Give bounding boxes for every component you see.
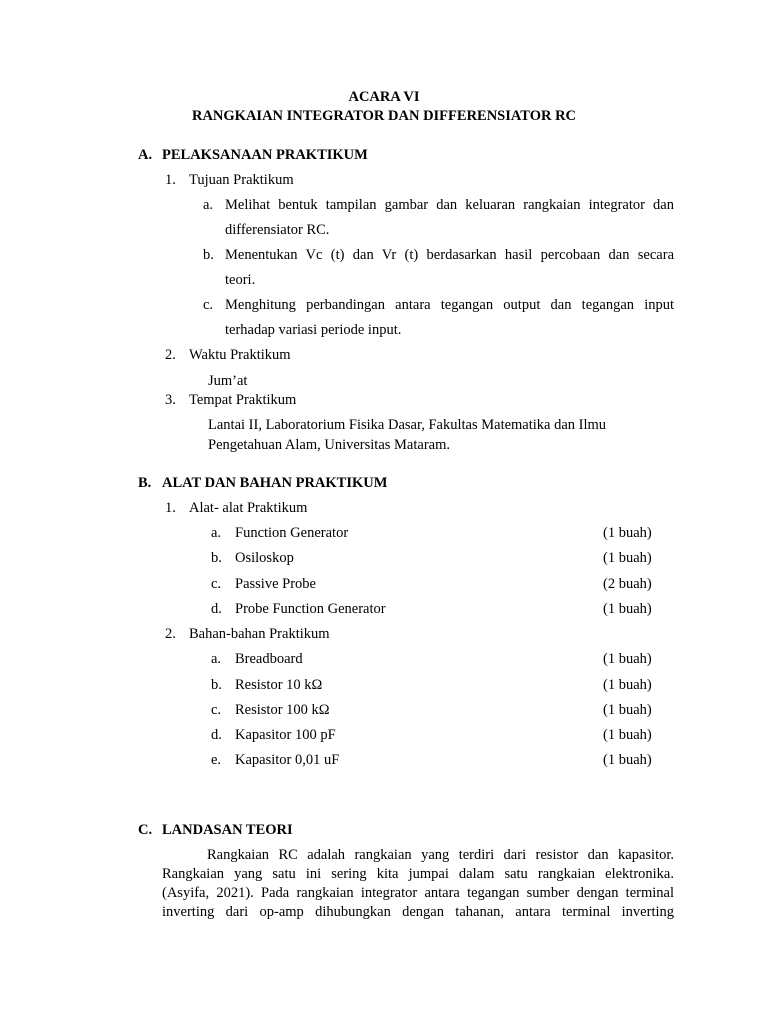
bahan-item-name: Breadboard xyxy=(235,651,303,667)
a3-label: Tempat Praktikum xyxy=(189,392,297,408)
alat-item-name: Passive Probe xyxy=(235,576,316,592)
bahan-item-letter: b. xyxy=(211,677,222,693)
bahan-item-qty: (1 buah) xyxy=(603,727,652,743)
a1c-line2: terhadap variasi periode input. xyxy=(225,322,402,338)
a2-value: Jum’at xyxy=(208,373,248,389)
a1c-letter: c. xyxy=(203,297,214,313)
a3-line2: Pengetahuan Alam, Universitas Mataram. xyxy=(208,437,451,453)
alat-item-letter: b. xyxy=(211,550,222,566)
alat-item-qty: (1 buah) xyxy=(603,550,652,566)
section-a-letter: A. xyxy=(138,147,153,163)
section-a-heading: PELAKSANAAN PRAKTIKUM xyxy=(162,147,368,163)
bahan-item-qty: (1 buah) xyxy=(603,651,652,667)
b2-number: 2. xyxy=(165,626,176,642)
bahan-item-name: Kapasitor 100 pF xyxy=(235,727,336,743)
a3-number: 3. xyxy=(165,392,176,408)
theory-paragraph-line: inverting dari op-amp dihubungkan dengan tahanan, antara terminal inverting xyxy=(162,904,674,920)
bahan-item-qty: (1 buah) xyxy=(603,702,652,718)
theory-paragraph-line: (Asyifa, 2021). Pada rangkaian integrator antara tegangan sumber dengan terminal xyxy=(162,885,674,901)
section-b-heading: ALAT DAN BAHAN PRAKTIKUM xyxy=(162,475,388,491)
a1a-line1: Melihat bentuk tampilan gambar dan keluaran rangkaian integrator dan xyxy=(225,197,674,213)
section-b-letter: B. xyxy=(138,475,152,491)
bahan-item-name: Kapasitor 0,01 uF xyxy=(235,752,340,768)
a2-label: Waktu Praktikum xyxy=(189,347,291,363)
a1a-line2: differensiator RC. xyxy=(225,222,330,238)
bahan-item-qty: (1 buah) xyxy=(603,677,652,693)
b2-label: Bahan-bahan Praktikum xyxy=(189,626,330,642)
bahan-item-name: Resistor 100 kΩ xyxy=(235,702,330,718)
doc-subtitle: RANGKAIAN INTEGRATOR DAN DIFFERENSIATOR RC xyxy=(191,108,577,124)
b1-label: Alat- alat Praktikum xyxy=(189,500,308,516)
bahan-item-letter: e. xyxy=(211,752,222,768)
b1-number: 1. xyxy=(165,500,176,516)
a3-line1: Lantai II, Laboratorium Fisika Dasar, Fakultas Matematika dan Ilmu xyxy=(208,417,607,433)
alat-item-name: Probe Function Generator xyxy=(235,601,386,617)
bahan-item-letter: c. xyxy=(211,702,222,718)
alat-item-letter: a. xyxy=(211,525,222,541)
alat-item-qty: (2 buah) xyxy=(603,576,652,592)
bahan-item-qty: (1 buah) xyxy=(603,752,652,768)
a1-label: Tujuan Praktikum xyxy=(189,172,294,188)
a1c-line1: Menghitung perbandingan antara tegangan output dan tegangan input xyxy=(225,297,674,313)
section-c-heading: LANDASAN TEORI xyxy=(162,822,293,838)
alat-item-name: Osiloskop xyxy=(235,550,294,566)
a1a-letter: a. xyxy=(203,197,214,213)
a2-number: 2. xyxy=(165,347,176,363)
alat-item-qty: (1 buah) xyxy=(603,525,652,541)
theory-paragraph-line: Rangkaian RC adalah rangkaian yang terdiri dari resistor dan kapasitor. xyxy=(207,847,674,863)
bahan-item-letter: d. xyxy=(211,727,222,743)
alat-item-letter: c. xyxy=(211,576,222,592)
a1b-line2: teori. xyxy=(225,272,256,288)
bahan-item-name: Resistor 10 kΩ xyxy=(235,677,323,693)
alat-item-letter: d. xyxy=(211,601,222,617)
section-c-letter: C. xyxy=(138,822,153,838)
a1b-line1: Menentukan Vc (t) dan Vr (t) berdasarkan hasil percobaan dan secara xyxy=(225,247,674,263)
alat-item-name: Function Generator xyxy=(235,525,349,541)
doc-title: ACARA VI xyxy=(348,89,420,105)
a1b-letter: b. xyxy=(203,247,214,263)
alat-item-qty: (1 buah) xyxy=(603,601,652,617)
bahan-item-letter: a. xyxy=(211,651,222,667)
a1-number: 1. xyxy=(165,172,176,188)
theory-paragraph-line: Rangkaian yang satu ini sering kita jumpai dalam satu rangkaian elektronika. xyxy=(162,866,674,882)
